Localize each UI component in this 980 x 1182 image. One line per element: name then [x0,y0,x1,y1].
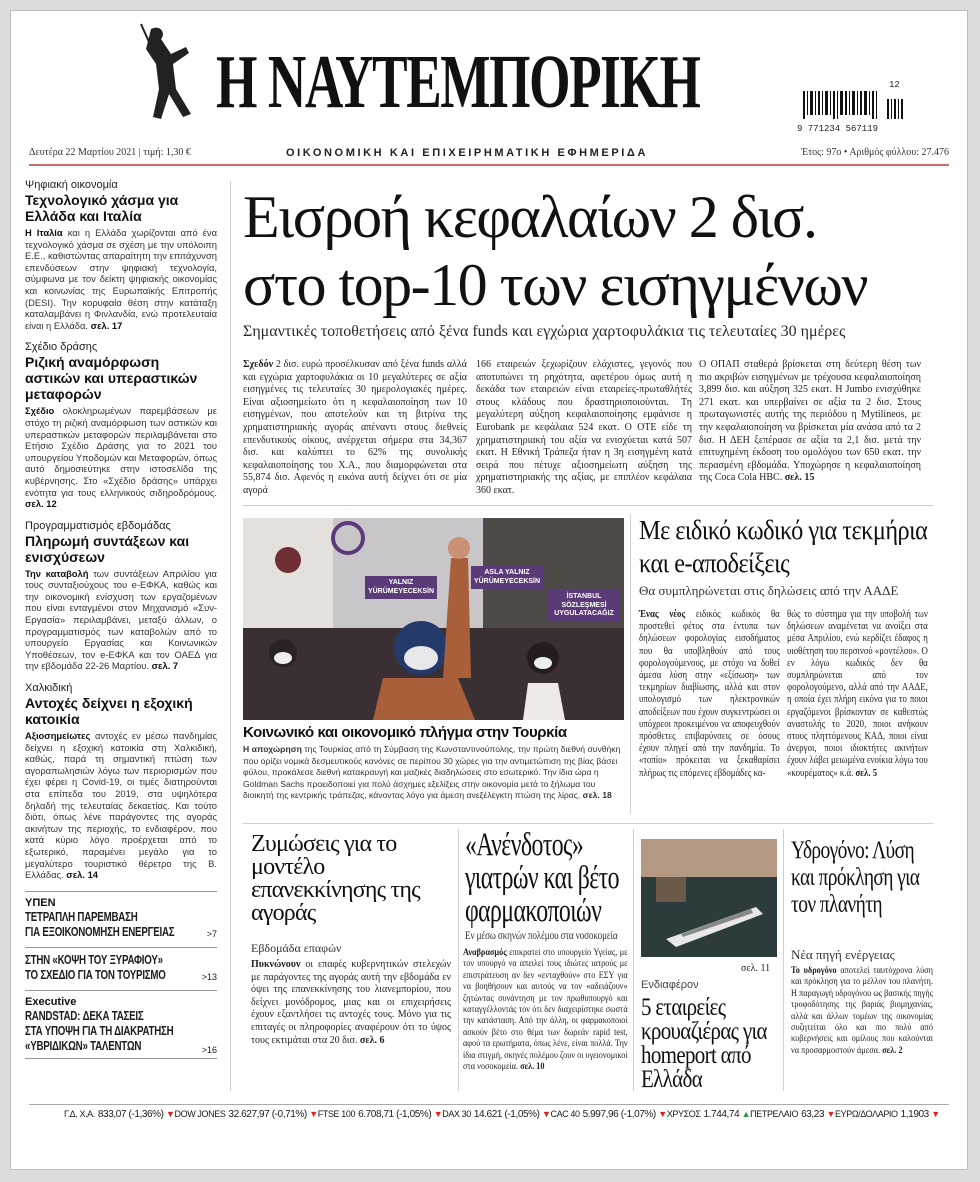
masthead-rule [29,164,949,166]
hermes-logo-icon [131,19,201,129]
ticker-name: ΠΕΤΡΕΛΑΙΟ [750,1109,799,1119]
masthead-logo: Η ΝΑΥΤΕΜΠΟΡΙΚΗ [216,40,700,124]
ticker-value: 63,23 [801,1109,825,1120]
lead-subhead: Σημαντικές τοποθετήσεις από ξένα funds και εγχώρια χαρτοφυλάκια τις τελευταίες 30 ημέρες [243,323,846,340]
barcode-addon: 12 [889,80,900,90]
doctors-subhead: Εν μέσω σκηνών πολέμου στα νοσοκομεία [465,930,618,942]
cruise-category: Ενδιαφέρον [641,979,699,991]
taxcode-column-1: Ένας νέος ειδικός κωδικός θα προστεθεί φέτος στα έντυπα των δηλώσεων φορολογίας εισοδήματος που θα υποβληθούν από τους φορολογούμενους, με στόχο να δοθεί άμεσα λύση στην «εξίσωση» των τεκμηρίων διαβίωσης, αλλά και στον υπολογισμό των ηλεκτρονικών αποδείξεων που έχουν συγκεντρώσει οι υπόχρεοι προκειμένου να αποφευχθούν πρόσθετες επιβαρύνσεις σε όσους έχουν πληγεί από την πανδημία. Το «τοπίο» πρόκειται να ξεκαθαρίσει πλήρως τις επόμενες εβδομάδες κα- [639,609,780,779]
story-headline[interactable]: Ριζική αναμόρφωση αστικών και υπεραστικών μεταφορών [25,354,198,403]
ticker-name: ΧΡΥΣΟΣ [666,1109,701,1119]
story-category: Ψηφιακή οικονομία [25,179,118,191]
barcode-number: 9 771234 567119 [797,124,879,134]
ticker-item [667,1109,750,1120]
page-ref: >16 [201,1044,217,1055]
ticker-value: 32.627,97 (-0,71%) [228,1109,307,1120]
story-category: Σχέδιο δράσης [25,341,98,354]
ticker-item [750,1109,835,1120]
story-body: Αξιοσημείωτες αντοχές εν μέσω πανδημίας δείχνει η εξοχική κατοικία στη Χαλκιδική, καθώς, παρά τη σημαντική πτώση των αγοραπωλησιών λόγω των περιορισμών που έχει φέρει η Covid-19, οι τιμές διατηρούνται στα επίπεδα του 2019, στα υψηλότερα δηλαδή της τελευταίας δεκαετίας. Και τούτο διότι, όπως λένε παράγοντες της αγοράς ακινήτων της περιοχής, το ενδιαφέρον, που κατά κύριο λόγο προέρχεται από το εξωτερικό, παραμένει μεγάλο για το μεγαλύτερο τουριστικό θέρετρο της Β. Ελλάδας. σελ. 14 [25,730,217,881]
arrow-down-icon: ▼ [931,1109,940,1119]
ticker-value: 5.997,96 (-1,07%) [582,1109,656,1120]
barcode [797,80,937,134]
lead-column-1: Σχεδόν 2 δισ. ευρώ προσέλκυσαν από ξένα funds αλλά και εγχώρια χαρτοφυλάκια οι 10 μεγαλύτερες σε αξία εισηγμένες τις τελευταίες 30 ημερολογιακές ημέρες. Είναι αξιοσημείωτο ότι η κεφαλαιοποίηση των 10 εισηγμένων, που αποτελούν και τη βιτρίνα της χρηματιστηριακής αγοράς απέναντι στους διεθνείς επενδυτικούς οίκους, ανέρχεται σήμερα στα 34,367 δισ. και καλύπτει το 62% της συνολικής κεφαλαιοποίησης του Χ.Α., που διαμορφώνεται στα 55,874 δισ. Αφενός η εικόνα αυτή δείχνει ότι σε μία αγορά [243,359,467,496]
story-body: Σχέδιο ολοκληρωμένων παρεμβάσεων με στόχο τη ριζική αναμόρφωση των αστικών και υπεραστικών μεταφορών περιλαμβάνεται στο Ετήσιο Σχέδιο Δράσης για το 2021 του υπουργείου Υποδομών και Μεταφορών, όπως αυτό δημοσιεύτηκε στην ιστοσελίδα της κυβέρνησης. Στο «Σχέδιο δράσης» υπάρχει ενότητα για τους ελληνικούς σιδηροδρόμους. σελ. 12 [25,405,217,510]
taxcode-subhead: Θα συμπληρώνεται στις δηλώσεις από την ΑΑΔΕ [639,583,899,598]
promo-item[interactable]: Executive RANDSTAD: ΔΕΚΑ ΤΑΣΕΙΣ ΣΤΑ ΥΠΟΨΗ ΓΙΑ ΤΗ ΔΙΑΚΡΑΤΗΣΗ «ΥΒΡΙΔΙΚΩΝ» ΤΑΛΕΝΤΩΝ >16 [25,990,217,1059]
hydrogen-body: Το υδρογόνο αποτελεί ταυτόχρονα λύση και πρόκληση για το μέλλον του πλανήτη. Η παραγωγή υδρογόνου ως βασικής πηγής τροφοδότησης της βαριάς βιομηχανίας, αλλά και άλλων τομέων της οικονομίας συζητείται όλο και πιο πολύ από κυβερνήσεις και ομίλους που καλούνται να προσαρμοστούν άμεσα. σελ. 2 [791,965,933,1056]
ticker-value: 1,1903 [900,1109,929,1120]
ticker-name: DAX 30 [442,1109,471,1119]
ticker-item [835,1109,940,1120]
lead-headline[interactable] [243,183,933,319]
lead-headline-line-1: Εισροή κεφαλαίων 2 δισ. [243,184,817,250]
arrow-down-icon: ▼ [658,1109,667,1119]
retail-headline[interactable]: Ζυμώσεις για το μοντέλο επανεκκίνησης της αγοράς [251,831,420,926]
turkey-body: Η αποχώρηση της Τουρκίας από τη Σύμβαση της Κωνσταντινούπολης, την πρώτη διεθνή συνθήκη που ορίζει νομικά δεσμευτικούς κανόνες σε περίπου 30 χώρες για την αντιμετώπιση της βίας βάσει φύλου, προκάλεσε διεθνή κατακραυγή και μαζικές διαδηλώσεις στο εσωτερικό. Την ίδια ώρα η Goldman Sachs προειδοποιεί για πολύ άσχημες εξελίξεις στην οικονομία μετά το ξήλωμα του διοικητή της κεντρικής τράπεζας, κάνοντας λόγο για άμεση ανεξέλεγκτη πτώση της λίρας. σελ. 18 [243,744,621,801]
story-category: Χαλκιδική [25,682,73,695]
sidebar [25,179,217,1064]
ticker-value: 1.744,74 [703,1109,740,1120]
arrow-down-icon: ▼ [166,1109,175,1119]
page-ref: >7 [206,928,217,939]
story-body: Την καταβολή των συντάξεων Απριλίου για τους συνταξιούχους του e-ΕΦΚΑ, καθώς και την οικονομική ενίσχυση των εργαζομένων που είναι ενταγμένοι στον Μηχανισμό «Συν-Εργασία» περιλαμβάνει, μεταξύ άλλων, ο προγραμματισμός των καταβολών από το υπουργείο Εργασίας και Κοινωνικών Υποθέσεων, τον e-ΕΦΚΑ και τον ΟΑΕΔ για την εβδομάδα 22-26 Μαρτίου. σελ. 7 [25,567,217,672]
taxcode-headline[interactable]: Με ειδικό κωδικό για τεκμήρια και e-αποδείξεις [639,515,928,578]
ticker-name: ΕΥΡΩ/ΔΟΛΑΡΙΟ [835,1109,898,1119]
newspaper-front-page [10,10,968,1170]
issue-number: Έτος: 97ο • Αριθμός φύλλου: 27.476 [801,147,949,158]
barcode-bars-icon [797,91,907,119]
taxcode-column-2: θώς το σύστημα για την υποβολή των δηλώσεων αναμένεται να ανοίξει στα μέσα Απριλίου, ενώ κερδίζει έδαφος η υιοθέτηση του περσινού «μοντέλου». Ο εν λόγω κωδικός δεν θα συμπληρώνεται από τον φορολογούμενο, αλλά από την ΑΑΔΕ, η οποία έχει πλήρη εικόνα για το ποιοι εργαζόμενοι βρίσκονταν σε καθεστώς αναστολής το 2020, ποιοι ανήκουν στους πληττόμενους ΚΑΔ, ποιοι είναι άνεργοι, ποιοι ιδιοκτήτες ακινήτων έχουν λάβει μειωμένα ενοίκια λόγω του «κουρέματος» κ.ά. σελ. 5 [787,609,928,779]
ticker-item [175,1109,318,1120]
lead-column-2: 166 εταιρειών ξεχωρίζουν ελάχιστες, γεγονός που αποτυπώνει τη ρηχότητα, αφετέρου όμως αυτή η δεκάδα των εταιρειών είναι εταιρείες-πρωταθλήτές στους κλάδους που δραστηριοποιούνται. Τη μεγαλύτερη αύξηση κεφαλαιοποίησης εμφάνισε η Eurobank με κεφάλαια 524 εκατ. Ο ΟΤΕ είδε τη χρηματιστηριακή του αξία να ενισχύεται κατά 507 εκατ. Η Εθνική Τράπεζα ήταν η 3η εισηγμένη κατά σειρά που πέτυχε αξιοσημείωτη αύξηση της χρηματιστηριακής της αξίας, με επιπλέον κεφάλαια 360 εκατ. [476,359,692,496]
story-headline[interactable]: Πληρωμή συντάξεων και ενισχύσεων [25,532,190,565]
column-divider [633,829,634,1091]
arrow-down-icon: ▼ [309,1109,318,1119]
section-divider [243,823,933,824]
arrow-down-icon: ▼ [433,1109,443,1119]
arrow-down-icon: ▼ [541,1109,551,1119]
sidebar-story[interactable] [25,682,217,881]
protest-sign: ASLA YALNIZ YÜRÜMEYECEKSİN [471,566,543,589]
ticker-value: 6.708,71 (-1,05%) [358,1109,432,1120]
ticker-item [318,1109,442,1120]
ticker-name: CAC 40 [550,1109,580,1119]
story-body: Η Ιταλία και η Ελλάδα χωρίζονται από ένα τεχνολογικό χάσμα σε σχέση με την υπόλοιπη Ε.Ε., καθιστώντας απαραίτητη την επιτάχυνση επενδύσεων στην ψηφιακή τεχνολογία, σύμφωνα με τον δείκτη ψηφιακής οικονομίας και κοινωνίας της Ευρωπαϊκής Επιτροπής (DESI). Την κορυφαία θέση στην κατάταξη καταλαμβάνει η Φινλανδία, ενώ προτελευταία είναι η Ελλάδα. σελ. 17 [25,227,217,331]
ticker-value: 833,07 (-1,36%) [97,1109,164,1120]
hydrogen-headline[interactable]: Υδρογόνο: Λύση και πρόκληση για τον πλανήτη [791,837,920,918]
page-ref: >13 [201,971,217,982]
ticker-item [442,1109,550,1120]
story-headline[interactable]: Τεχνολογικό χάσμα για Ελλάδα και Ιταλία [25,192,179,224]
turkey-headline[interactable]: Κοινωνικό και οικονομικό πλήγμα στην Τουρκία [243,724,567,741]
arrow-up-icon: ▲ [741,1109,751,1119]
column-divider [230,181,231,1091]
promo-item[interactable]: ΥΠΕΝ ΤΕΤΡΑΠΛΗ ΠΑΡΕΜΒΑΣΗ ΓΙΑ ΕΞΟΙΚΟΝΟΜΗΣΗ ΕΝΕΡΓΕΙΑΣ >7 [25,891,217,942]
ticker-item [550,1109,666,1120]
ticker-name: FTSE 100 [317,1109,356,1119]
story-headline[interactable]: Αντοχές δείχνει η εξοχική κατοικία [25,695,193,728]
column-divider [458,829,459,1091]
protest-photo [243,518,624,720]
ticker-value: 14.621 (-1,05%) [473,1109,540,1120]
column-divider [783,829,784,1091]
column-divider [630,514,631,814]
retail-subhead: Εβδομάδα επαφών [251,941,342,955]
ticker-name: DOW JONES [174,1109,226,1119]
promo-item[interactable]: ΣΤΗΝ «ΚΟΨΗ ΤΟΥ ΞΥΡΑΦΙΟΥ» ΤΟ ΣΧΕΔΙΟ ΓΙΑ ΤΟΝ ΤΟΥΡΙΣΜΟ >13 [25,947,217,985]
lead-column-3: Ο ΟΠΑΠ σταθερά βρίσκεται στη δεύτερη θέση των πιο ακριβών εισηγμένων με τρέχουσα κεφαλαιοποίηση 3,899 δισ. και αύξηση 325 εκατ. Η Jumbo ενισχύθηκε 271 εκατ. και υπερβαίνει σε αξία τα 2 δισ. Στους πρωταγωνιστές αυτής της περιόδου η Mytilineos, με την κεφαλαιοποίηση να βρίσκεται μία ανάσα από τα 2 δισ. Η ΔΕΗ ξεπέρασε σε αξία τα 2,1 δισ. μετά την επιτυχημένη έκδοση του ομολόγου των 650 εκατ. την περασμένη εβδομάδα. Υποχώρησε η κεφαλαιοποίηση της Coca Cola HBC. σελ. 15 [699,359,921,484]
arrow-down-icon: ▼ [826,1109,836,1119]
sidebar-story[interactable] [25,520,217,672]
story-category: Προγραμματισμός εβδομάδας [25,519,171,532]
doctors-headline[interactable]: «Ανένδοτος» γιατρών και βέτο φαρμακοποιών [465,827,619,929]
ticker-item [64,1109,175,1120]
cruise-ship-photo [641,839,777,957]
cruise-page-ref: σελ. 11 [741,963,771,974]
protest-sign: İSTANBUL SÖZLEŞMESİ UYGULATACAĞIZ [548,590,620,622]
section-divider [243,505,933,506]
retail-body: Πυκνώνουν οι επαφές κυβερνητικών στελεχών με παράγοντες της αγοράς αυτή την εβδομάδα εν όψει της επανεκκίνησης του λιανεμπορίου, που δείχνει μονόδρομος, μιας και οι επιχειρήσεις έχουν εξαντλήσει τις αντοχές τους. Μόνο για τις επιταγές οι πληροφορίες αναφέρουν ότι το ύψος τους εκτιμάται στα 20 δισ. σελ. 6 [251,959,451,1046]
hydrogen-subhead: Νέα πηγή ενέργειας [791,947,895,962]
market-ticker [29,1104,949,1120]
doctors-body: Αναβρασμός επικρατεί στο υπουργείο Υγείας, με τον υπουργό να απειλεί τους ιδιώτες ιατρούς με επιστράτευση αν δεν «ενταχθούν» στο ΕΣΥ για να βοηθήσουν και αυτούς να τον «αδειάζουν» ζητώντας συνάντηση με τον πρωθυπουργό και καταγγέλλοντάς τον ότι δεν διαχειρίστηκε σωστά την κατάσταση. Από την άλλη, οι φαρμακοποιοί ασκούν βέτο στο θέμα των δωρεάν rapid test, αφού τα ερωτήματα, όπως λένε, είναι πολλά. Την ίδια στιγμή, σκηνές πολέμου ζουν οι υγειονομικοί στα νοσοκομεία. σελ. 10 [463,947,628,1073]
lead-headline-line-2: στο top-10 των εισηγμένων [243,252,868,318]
tagline: ΟΙΚΟΝΟΜΙΚΗ ΚΑΙ ΕΠΙΧΕΙΡΗΜΑΤΙΚΗ ΕΦΗΜΕΡΙΔΑ [286,147,648,159]
cruise-headline[interactable]: 5 εταιρείες κρουαζιέρας για homeport από Ελλάδα [641,994,767,1093]
sidebar-story[interactable] [25,341,217,509]
ticker-name: Γ.Δ. Χ.Α. [64,1109,95,1119]
sidebar-story[interactable] [25,179,217,331]
protest-sign: YALNIZ YÜRÜMEYECEKSİN [365,576,437,599]
date-price: Δευτέρα 22 Μαρτίου 2021 | τιμή: 1,30 € [29,147,191,158]
